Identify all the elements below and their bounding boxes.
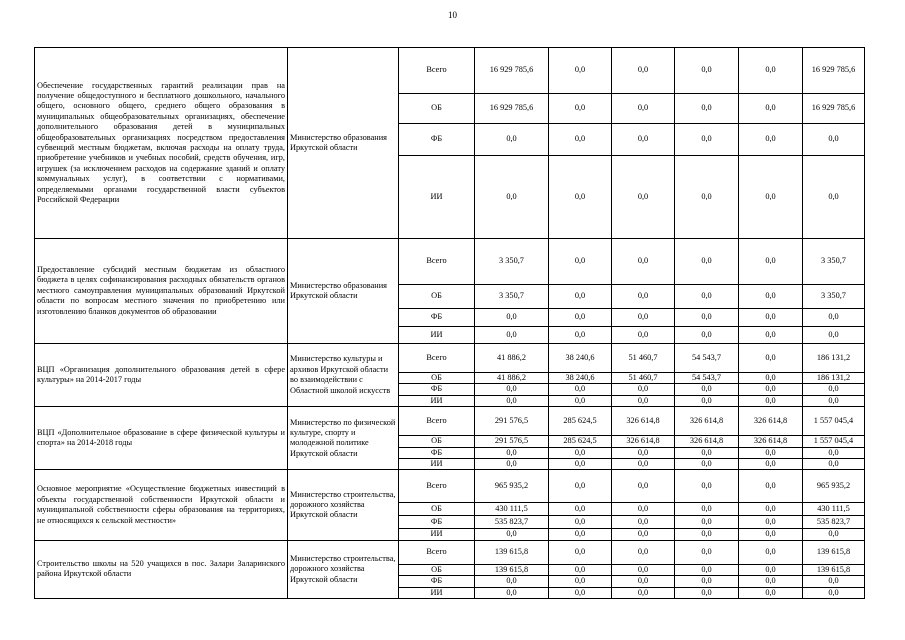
year-value: 0,0 xyxy=(739,373,803,384)
table-row xyxy=(35,344,865,373)
total-value: 0,0 xyxy=(803,309,865,327)
budget-table xyxy=(34,47,865,599)
funding-source: ФБ xyxy=(399,124,475,156)
year-value: 0,0 xyxy=(675,576,739,587)
year-value: 3 350,7 xyxy=(475,285,549,309)
year-value: 0,0 xyxy=(549,470,612,503)
responsible-ministry: Министерство образования Иркутской области xyxy=(288,239,399,344)
year-value: 0,0 xyxy=(549,309,612,327)
total-value: 139 615,8 xyxy=(803,564,865,575)
responsible-ministry: Министерство строительства, дорожного хозяйства Иркутской области xyxy=(288,470,399,540)
responsible-ministry: Министерство строительства, дорожного хозяйства Иркутской области xyxy=(288,540,399,598)
year-value: 0,0 xyxy=(475,124,549,156)
total-value: 430 111,5 xyxy=(803,503,865,516)
year-value: 0,0 xyxy=(475,459,549,470)
year-value: 0,0 xyxy=(675,447,739,458)
funding-source: Всего xyxy=(399,344,475,373)
year-value: 0,0 xyxy=(739,395,803,406)
year-value: 16 929 785,6 xyxy=(475,94,549,124)
year-value: 0,0 xyxy=(675,395,739,406)
year-value: 0,0 xyxy=(612,516,675,529)
funding-source: ОБ xyxy=(399,285,475,309)
year-value: 326 614,8 xyxy=(612,436,675,447)
year-value: 0,0 xyxy=(612,503,675,516)
year-value: 0,0 xyxy=(475,529,549,540)
total-value: 3 350,7 xyxy=(803,285,865,309)
year-value: 0,0 xyxy=(549,384,612,395)
year-value: 0,0 xyxy=(612,124,675,156)
year-value: 0,0 xyxy=(739,447,803,458)
year-value: 291 576,5 xyxy=(475,407,549,436)
year-value: 0,0 xyxy=(675,587,739,598)
year-value: 0,0 xyxy=(739,529,803,540)
activity-description: Основное мероприятие «Осуществление бюджетных инвестиций в объекты государственной собственности Иркутской области и муниципальной собственности сферы образования на территориях, не относящихся к сельской местности» xyxy=(35,470,288,540)
year-value: 38 240,6 xyxy=(549,373,612,384)
total-value: 186 131,2 xyxy=(803,373,865,384)
activity-description: Строительство школы на 520 учащихся в пос. Залари Заларинского района Иркутской области xyxy=(35,540,288,598)
year-value: 0,0 xyxy=(475,447,549,458)
table-row xyxy=(35,48,865,94)
funding-source: ИИ xyxy=(399,459,475,470)
table-body xyxy=(35,48,865,599)
activity-description: ВЦП «Дополнительное образование в сфере физической культуры и спорта» на 2014-2018 годы xyxy=(35,407,288,470)
total-value: 1 557 045,4 xyxy=(803,436,865,447)
year-value: 0,0 xyxy=(675,239,739,285)
year-value: 0,0 xyxy=(549,459,612,470)
year-value: 0,0 xyxy=(739,48,803,94)
year-value: 0,0 xyxy=(739,516,803,529)
year-value: 0,0 xyxy=(475,587,549,598)
funding-source: ИИ xyxy=(399,327,475,344)
year-value: 285 624,5 xyxy=(549,436,612,447)
table-row xyxy=(35,407,865,436)
year-value: 0,0 xyxy=(739,540,803,564)
year-value: 0,0 xyxy=(675,309,739,327)
activity-description: ВЦП «Организация дополнительного образования детей в сфере культуры» на 2014-2017 годы xyxy=(35,344,288,407)
total-value: 0,0 xyxy=(803,587,865,598)
year-value: 0,0 xyxy=(549,540,612,564)
total-value: 0,0 xyxy=(803,327,865,344)
year-value: 51 460,7 xyxy=(612,344,675,373)
total-value: 1 557 045,4 xyxy=(803,407,865,436)
year-value: 0,0 xyxy=(739,327,803,344)
year-value: 326 614,8 xyxy=(675,407,739,436)
year-value: 326 614,8 xyxy=(675,436,739,447)
year-value: 54 543,7 xyxy=(675,344,739,373)
total-value: 16 929 785,6 xyxy=(803,94,865,124)
total-value: 0,0 xyxy=(803,459,865,470)
year-value: 0,0 xyxy=(739,94,803,124)
activity-description: Предоставление субсидий местным бюджетам из областного бюджета в целях софинансирования расходных обязательств органов местного самоуправления муниципальных образований Иркутской области по вопросам местного значения по приобретению или изготовлению бланков документов об образовании xyxy=(35,239,288,344)
funding-source: Всего xyxy=(399,48,475,94)
year-value: 326 614,8 xyxy=(739,407,803,436)
funding-source: ИИ xyxy=(399,587,475,598)
activity-description: Обеспечение государственных гарантий реализации прав на получение общедоступного и бесплатного дошкольного, начального общего, основного общего, среднего общего образования в муниципальных общеобразовательных организациях, обеспечение дополнительного образования детей в муниципальных общеобразовательных организациях посредством предоставления субвенций местным бюджетам, включая расходы на оплату труда, приобретение учебников и учебных пособий, средств обучения, игр, игрушек (за исключением расходов на содержание зданий и оплату коммунальных услуг), в соответствии с нормативами, определяемыми органами государственной власти субъектов Российской Федерации xyxy=(35,48,288,239)
year-value: 0,0 xyxy=(549,529,612,540)
year-value: 0,0 xyxy=(739,503,803,516)
year-value: 0,0 xyxy=(549,285,612,309)
year-value: 0,0 xyxy=(675,94,739,124)
year-value: 0,0 xyxy=(739,344,803,373)
table-row xyxy=(35,470,865,503)
year-value: 0,0 xyxy=(739,239,803,285)
year-value: 54 543,7 xyxy=(675,373,739,384)
year-value: 0,0 xyxy=(612,48,675,94)
year-value: 0,0 xyxy=(675,503,739,516)
year-value: 0,0 xyxy=(739,459,803,470)
year-value: 0,0 xyxy=(549,327,612,344)
total-value: 186 131,2 xyxy=(803,344,865,373)
total-value: 0,0 xyxy=(803,124,865,156)
year-value: 0,0 xyxy=(739,564,803,575)
year-value: 0,0 xyxy=(549,124,612,156)
year-value: 0,0 xyxy=(612,384,675,395)
total-value: 16 929 785,6 xyxy=(803,48,865,94)
year-value: 0,0 xyxy=(475,395,549,406)
year-value: 326 614,8 xyxy=(739,436,803,447)
funding-source: ОБ xyxy=(399,94,475,124)
year-value: 41 886,2 xyxy=(475,373,549,384)
year-value: 0,0 xyxy=(612,459,675,470)
year-value: 430 111,5 xyxy=(475,503,549,516)
total-value: 3 350,7 xyxy=(803,239,865,285)
year-value: 0,0 xyxy=(739,576,803,587)
total-value: 0,0 xyxy=(803,529,865,540)
year-value: 0,0 xyxy=(549,94,612,124)
funding-source: ИИ xyxy=(399,395,475,406)
year-value: 0,0 xyxy=(549,503,612,516)
year-value: 0,0 xyxy=(549,239,612,285)
total-value: 0,0 xyxy=(803,576,865,587)
year-value: 291 576,5 xyxy=(475,436,549,447)
year-value: 0,0 xyxy=(549,447,612,458)
year-value: 0,0 xyxy=(675,470,739,503)
total-value: 0,0 xyxy=(803,156,865,239)
year-value: 0,0 xyxy=(549,564,612,575)
total-value: 0,0 xyxy=(803,395,865,406)
total-value: 535 823,7 xyxy=(803,516,865,529)
responsible-ministry: Министерство образования Иркутской области xyxy=(288,48,399,239)
year-value: 0,0 xyxy=(612,156,675,239)
funding-source: ИИ xyxy=(399,529,475,540)
year-value: 41 886,2 xyxy=(475,344,549,373)
year-value: 0,0 xyxy=(612,395,675,406)
page-number: 10 xyxy=(448,10,457,20)
year-value: 38 240,6 xyxy=(549,344,612,373)
funding-source: ФБ xyxy=(399,384,475,395)
funding-source: ОБ xyxy=(399,373,475,384)
year-value: 285 624,5 xyxy=(549,407,612,436)
total-value: 965 935,2 xyxy=(803,470,865,503)
funding-source: ФБ xyxy=(399,447,475,458)
year-value: 0,0 xyxy=(549,156,612,239)
year-value: 0,0 xyxy=(675,564,739,575)
funding-source: Всего xyxy=(399,540,475,564)
year-value: 139 615,8 xyxy=(475,540,549,564)
total-value: 0,0 xyxy=(803,447,865,458)
year-value: 0,0 xyxy=(475,156,549,239)
table-row xyxy=(35,239,865,285)
funding-source: ФБ xyxy=(399,576,475,587)
funding-source: Всего xyxy=(399,239,475,285)
year-value: 0,0 xyxy=(612,447,675,458)
year-value: 0,0 xyxy=(475,576,549,587)
year-value: 0,0 xyxy=(612,285,675,309)
total-value: 0,0 xyxy=(803,384,865,395)
year-value: 0,0 xyxy=(475,309,549,327)
year-value: 0,0 xyxy=(549,576,612,587)
funding-source: ФБ xyxy=(399,309,475,327)
funding-source: ОБ xyxy=(399,503,475,516)
year-value: 535 823,7 xyxy=(475,516,549,529)
year-value: 0,0 xyxy=(612,94,675,124)
year-value: 965 935,2 xyxy=(475,470,549,503)
year-value: 0,0 xyxy=(612,576,675,587)
year-value: 0,0 xyxy=(475,327,549,344)
funding-source: ОБ xyxy=(399,436,475,447)
total-value: 139 615,8 xyxy=(803,540,865,564)
funding-source: ОБ xyxy=(399,564,475,575)
year-value: 0,0 xyxy=(675,540,739,564)
year-value: 3 350,7 xyxy=(475,239,549,285)
year-value: 0,0 xyxy=(675,48,739,94)
table-row xyxy=(35,540,865,564)
funding-source: ИИ xyxy=(399,156,475,239)
year-value: 0,0 xyxy=(549,395,612,406)
responsible-ministry: Министерство по физической культуре, спорту и молодежной политике Иркутской области xyxy=(288,407,399,470)
funding-source: Всего xyxy=(399,407,475,436)
year-value: 0,0 xyxy=(675,384,739,395)
year-value: 0,0 xyxy=(739,470,803,503)
year-value: 0,0 xyxy=(675,529,739,540)
year-value: 0,0 xyxy=(675,327,739,344)
year-value: 0,0 xyxy=(549,48,612,94)
year-value: 0,0 xyxy=(739,156,803,239)
year-value: 0,0 xyxy=(739,587,803,598)
year-value: 16 929 785,6 xyxy=(475,48,549,94)
year-value: 0,0 xyxy=(675,124,739,156)
year-value: 0,0 xyxy=(612,309,675,327)
year-value: 0,0 xyxy=(739,285,803,309)
year-value: 139 615,8 xyxy=(475,564,549,575)
year-value: 0,0 xyxy=(612,587,675,598)
year-value: 326 614,8 xyxy=(612,407,675,436)
year-value: 0,0 xyxy=(739,309,803,327)
year-value: 0,0 xyxy=(612,529,675,540)
year-value: 0,0 xyxy=(612,540,675,564)
year-value: 51 460,7 xyxy=(612,373,675,384)
funding-source: ФБ xyxy=(399,516,475,529)
year-value: 0,0 xyxy=(612,564,675,575)
year-value: 0,0 xyxy=(675,459,739,470)
year-value: 0,0 xyxy=(739,124,803,156)
funding-source: Всего xyxy=(399,470,475,503)
year-value: 0,0 xyxy=(739,384,803,395)
year-value: 0,0 xyxy=(675,516,739,529)
year-value: 0,0 xyxy=(612,327,675,344)
year-value: 0,0 xyxy=(612,239,675,285)
year-value: 0,0 xyxy=(475,384,549,395)
year-value: 0,0 xyxy=(675,156,739,239)
year-value: 0,0 xyxy=(612,470,675,503)
responsible-ministry: Министерство культуры и архивов Иркутской области во взаимодействии с Областной школой искусств xyxy=(288,344,399,407)
year-value: 0,0 xyxy=(549,516,612,529)
year-value: 0,0 xyxy=(549,587,612,598)
year-value: 0,0 xyxy=(675,285,739,309)
